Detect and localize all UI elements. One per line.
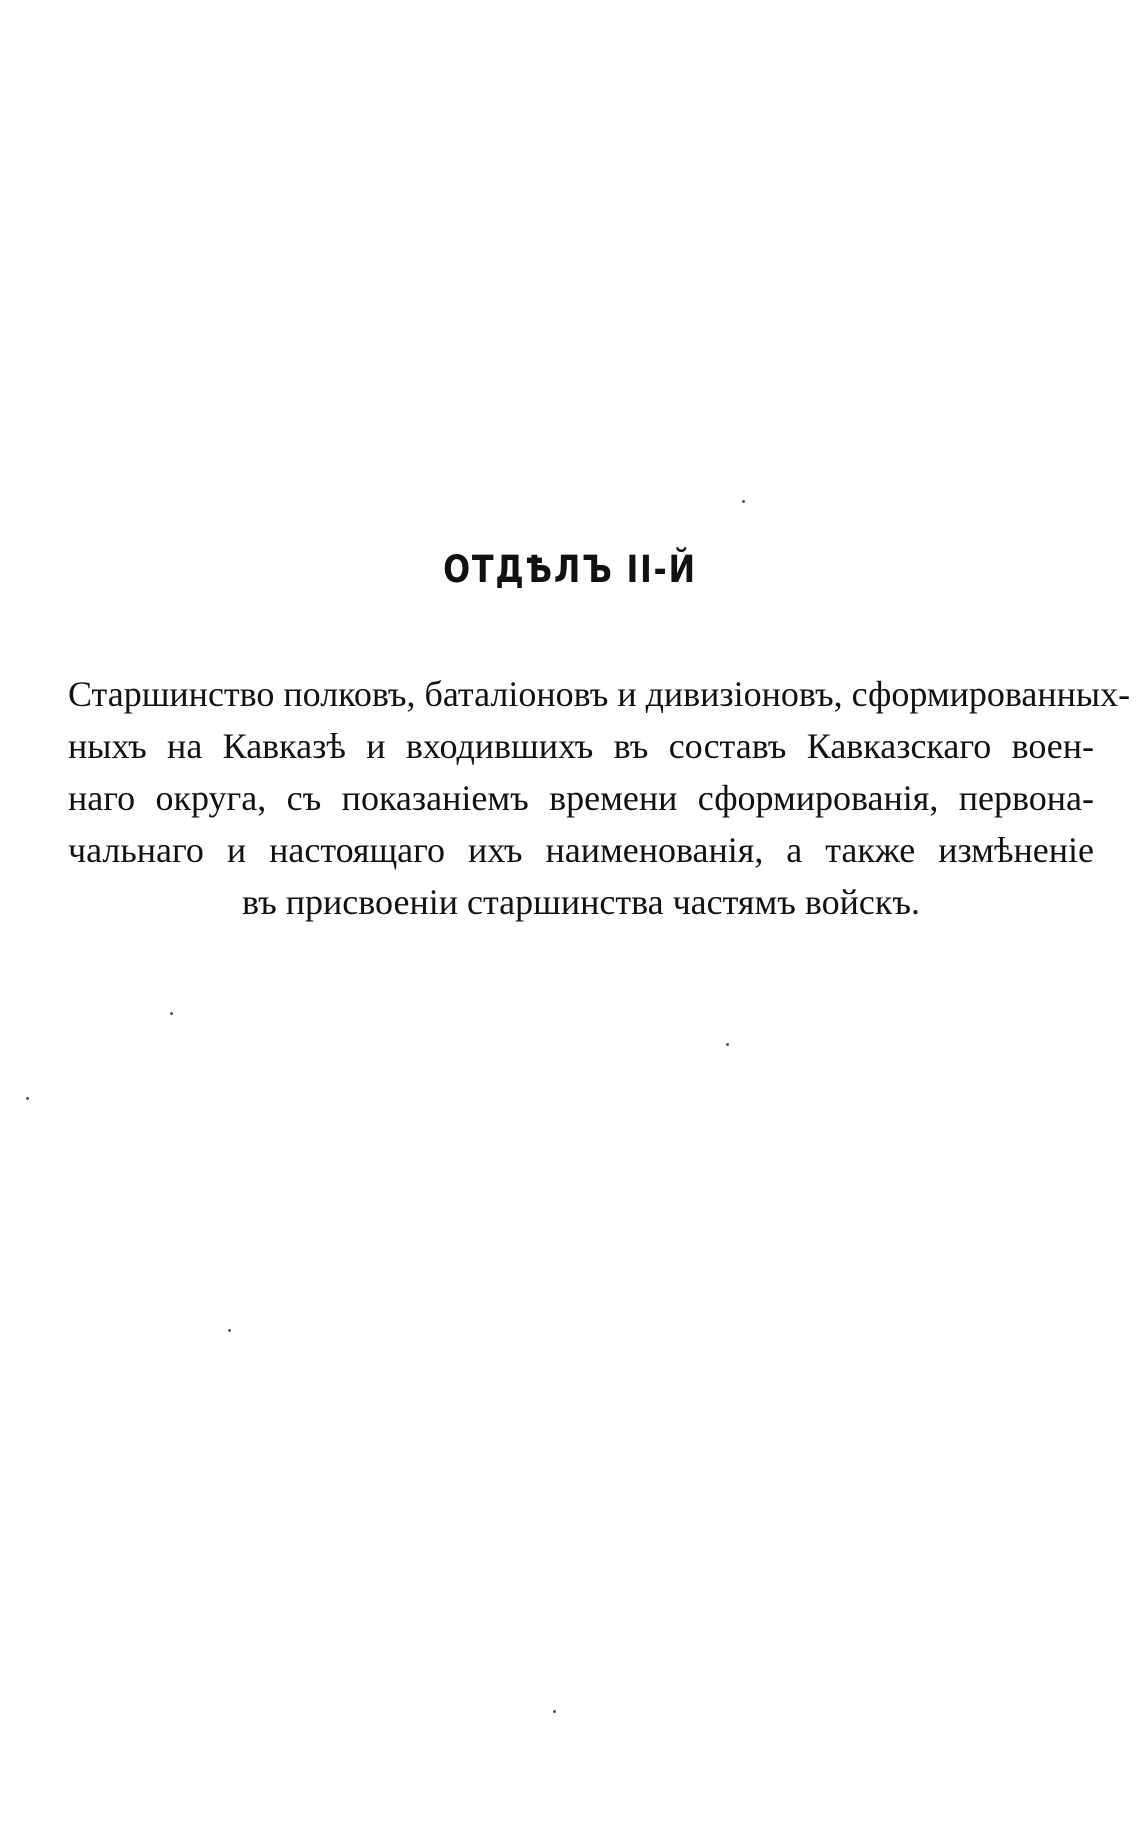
scan-speck (726, 1043, 729, 1046)
description-line-3: наго округа, съ показаніемъ времени сформированія, первона- (68, 778, 1094, 818)
section-heading: ОТДѢЛЪ II-Й (443, 548, 697, 591)
scan-speck (170, 1012, 173, 1015)
scan-speck (228, 1329, 231, 1332)
section-description (68, 668, 1131, 928)
scan-speck (553, 1710, 556, 1713)
description-line-1: Старшинство полковъ, баталіоновъ и дивизіоновъ, сформированных- (68, 674, 1131, 714)
scan-speck (742, 500, 745, 503)
description-line-4: чальнаго и настоящаго ихъ наименованія, а также измѣненіе (68, 830, 1094, 870)
description-line-5: въ присвоеніи старшинства частямъ войскъ. (242, 882, 920, 922)
description-line-2: ныхъ на Кавказѣ и входившихъ въ составъ Кавказскаго воен- (68, 726, 1094, 766)
scan-speck (26, 1097, 29, 1100)
